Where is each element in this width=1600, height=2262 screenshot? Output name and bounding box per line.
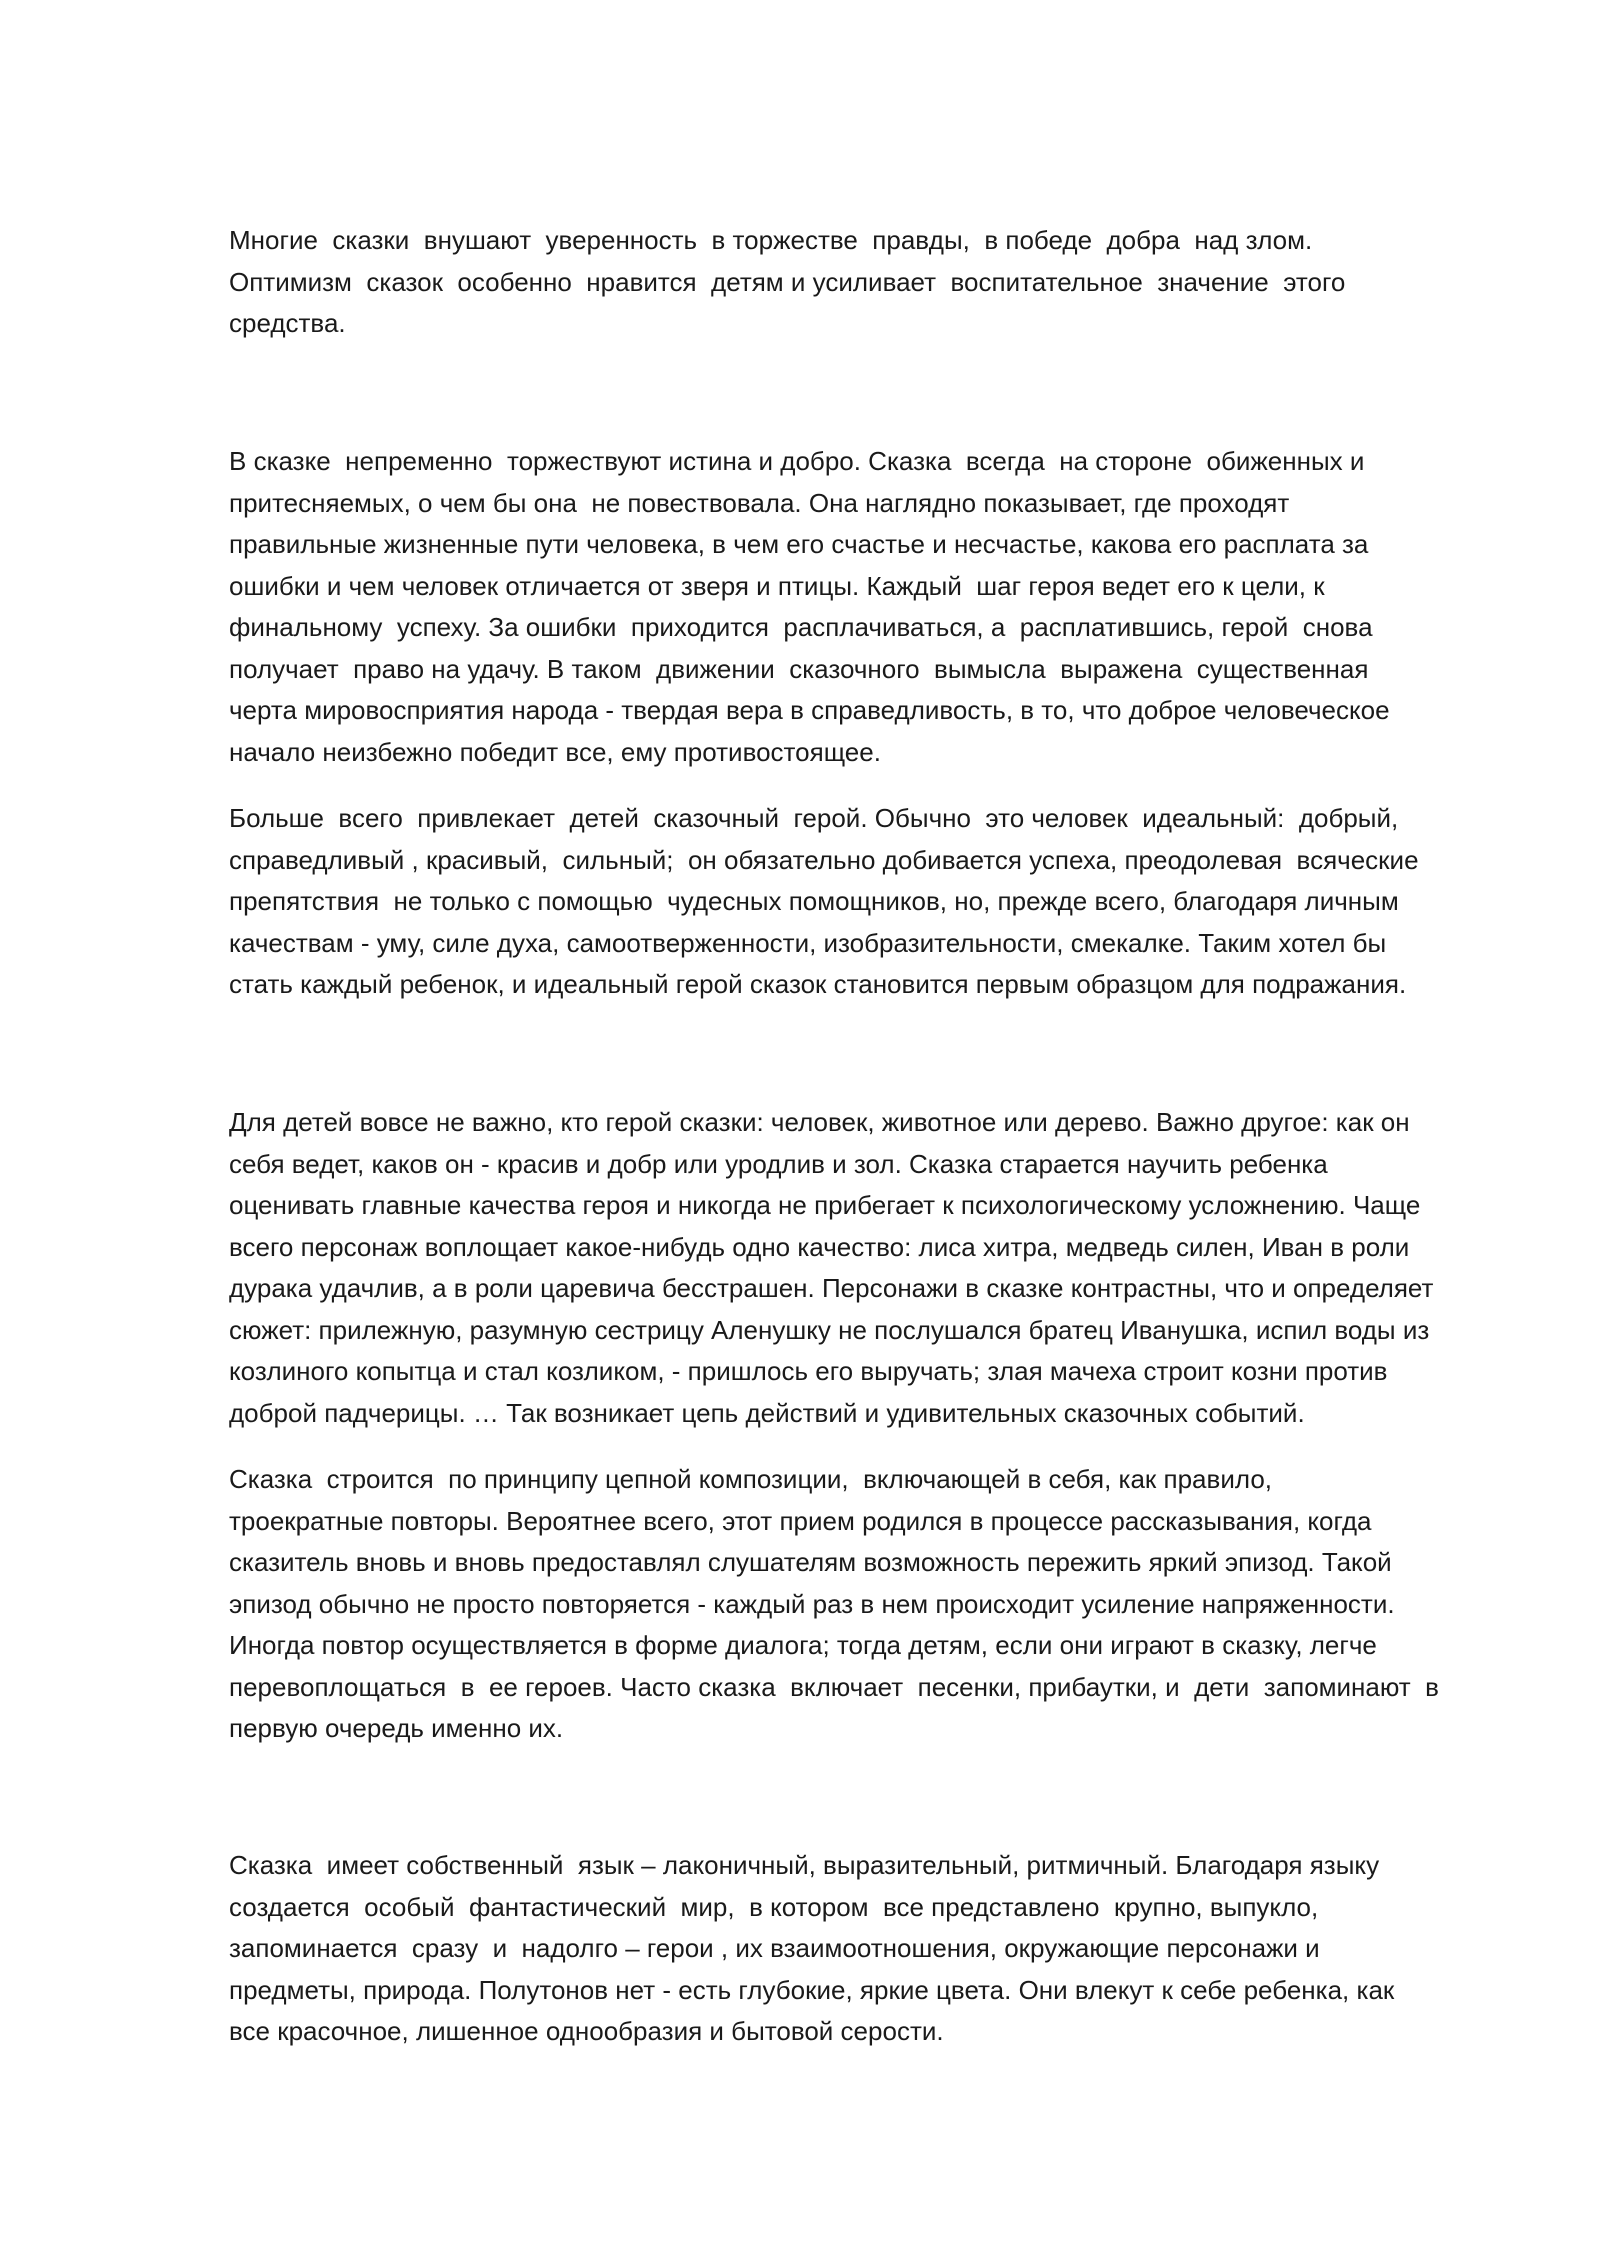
text-line: ошибки и чем человек отличается от зверя и птицы. Каждый шаг героя ведет его к цели, к [229, 570, 1325, 601]
paragraph-2 [229, 441, 1499, 773]
text-line: начало неизбежно победит все, ему противостоящее. [229, 736, 881, 767]
text-line: В сказке непременно торжествуют истина и добро. Сказка всегда на стороне обиженных и [229, 446, 1365, 476]
text-line: Многие сказки внушают уверенность в торжестве правды, в победе добра над злом. [229, 225, 1313, 255]
text-line: оценивать главные качества героя и никогда не прибегает к психологическому усложнению. Чаще [229, 1190, 1421, 1220]
text-line: доброй падчерицы. … Так возникает цепь действий и удивительных сказочных событий. [229, 1397, 1305, 1428]
text-line: стать каждый ребенок, и идеальный герой сказок становится первым образцом для подражания. [229, 969, 1407, 999]
text-line: запоминается сразу и надолго – герои , их взаимоотношения, окружающие персонажи и [229, 1933, 1320, 1963]
paragraph-3 [229, 798, 1499, 1006]
text-line: создается особый фантастический мир, в котором все представлено крупно, выпукло, [229, 1891, 1319, 1922]
paragraph-1 [229, 220, 1499, 345]
text-line: финальному успеху. За ошибки приходится расплачиваться, а расплатившись, герой снова [229, 612, 1373, 642]
text-line: перевоплощаться в ее героев. Часто сказка включает песенки, прибаутки, и дети запоминают в [229, 1671, 1439, 1702]
text-line: дурака удачлив, а в роли царевича бесстрашен. Персонажи в сказке контрастны, что и определяет [229, 1273, 1434, 1303]
text-line: Сказка имеет собственный язык – лаконичный, выразительный, ритмичный. Благодаря языку [229, 1850, 1380, 1880]
text-line: качествам - уму, силе духа, самоотверженности, изобразительности, смекалке. Таким хотел бы [229, 927, 1387, 958]
text-line: себя ведет, каков он - красив и добр или уродлив и зол. Сказка старается научить ребенка [229, 1148, 1328, 1179]
text-line: предметы, природа. Полутонов нет - есть глубокие, яркие цвета. Они влекут к себе ребенка, как [229, 1974, 1395, 2005]
text-line: сюжет: прилежную, разумную сестрицу Аленушку не послушался братец Иванушка, испил воды из [229, 1314, 1430, 1345]
text-line: Больше всего привлекает детей сказочный герой. Обычно это человек идеальный: добрый, [229, 803, 1399, 833]
text-line: препятствия не только с помощью чудесных помощников, но, прежде всего, благодаря личным [229, 886, 1399, 916]
text-line: получает право на удачу. В таком движении сказочного вымысла выражена существенная [229, 653, 1369, 684]
text-line: Иногда повтор осуществляется в форме диалога; тогда детям, если они играют в сказку, легче [229, 1630, 1377, 1660]
text-line: Оптимизм сказок особенно нравится детям и усиливает воспитательное значение этого [229, 266, 1346, 297]
text-line: первую очередь именно их. [229, 1713, 564, 1743]
text-line: сказитель вновь и вновь предоставлял слушателям возможность пережить яркий эпизод. Такой [229, 1547, 1392, 1577]
text-line: притесняемых, о чем бы она не повествовала. Она наглядно показывает, где проходят [229, 487, 1290, 518]
paragraph-4 [229, 1102, 1499, 1434]
text-line: средства. [229, 308, 346, 338]
text-line: козлиного копытца и стал козликом, - пришлось его выручать; злая мачеха строит козни против [229, 1356, 1388, 1386]
text-line: правильные жизненные пути человека, в чем его счастье и несчастье, какова его расплата за [229, 529, 1369, 559]
text-line: справедливый , красивый, сильный; он обязательно добивается успеха, преодолевая всяческие [229, 844, 1419, 875]
text-line: Сказка строится по принципу цепной композиции, включающей в себя, как правило, [229, 1464, 1272, 1494]
text-line: все красочное, лишенное однообразия и бытовой серости. [229, 2016, 944, 2046]
text-line: всего персонаж воплощает какое-нибудь одно качество: лиса хитра, медведь силен, Иван в роли [229, 1231, 1410, 1262]
text-line: Для детей вовсе не важно, кто герой сказки: человек, животное или дерево. Важно другое: как он [229, 1107, 1410, 1137]
text-line: эпизод обычно не просто повторяется - каждый раз в нем происходит усиление напряженности. [229, 1588, 1395, 1619]
paragraph-5 [229, 1459, 1499, 1750]
paragraph-6 [229, 1845, 1499, 2053]
text-line: троекратные повторы. Вероятнее всего, этот прием родился в процессе рассказывания, когда [229, 1505, 1372, 1536]
text-line: черта мировосприятия народа - твердая вера в справедливость, в то, что доброе человеческое [229, 695, 1390, 725]
